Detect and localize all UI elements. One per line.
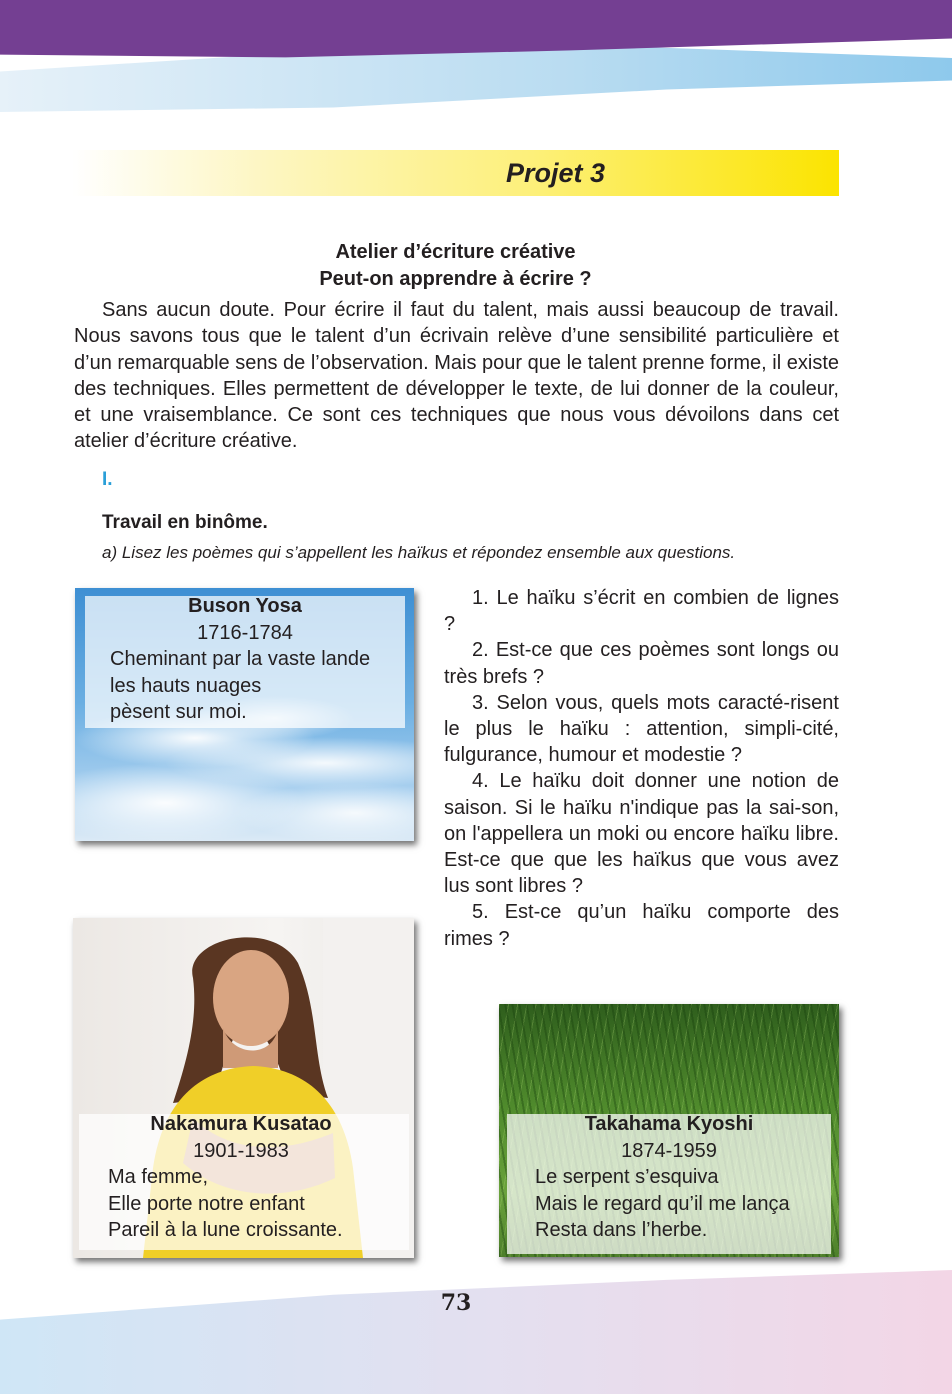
page-number: 73 (440, 1290, 472, 1316)
question-item: 2. Est-ce que ces poèmes sont longs ou très brefs ? (444, 639, 839, 688)
poem-buson (85, 593, 405, 726)
poem-card-sky (75, 588, 414, 841)
poem-line: Resta dans l’herbe. (535, 1219, 708, 1241)
section-title: Travail en binôme. (102, 512, 268, 533)
question-item: 5. Est-ce qu’un haïku comporte des rimes ? (444, 901, 839, 950)
poem-author: Takahama Kyoshi (584, 1113, 754, 1135)
poem-line: pèsent sur moi. (110, 701, 247, 723)
poem-card-grass (499, 1004, 839, 1257)
poem-years: 1874-1959 (621, 1139, 717, 1162)
project-title-bar (72, 150, 839, 196)
intro-paragraph: Sans aucun doute. Pour écrire il faut du talent, mais aussi beaucoup de travail. Nous savons tous que le talent d’un écrivain relève d’une sensibilité particulière et d’un remarquable sens de l’observation. Mais pour que le talent prenne forme, il existe des techniques. Elles permettent de développer le texte, de lui donner de la couleur, et une vraisemblance. Ce sont ces techniques que nous vous dévoilons dans cet atelier d’écriture créative. (74, 299, 839, 453)
poem-nakamura (81, 1111, 401, 1244)
poem-line: Pareil à la lune croissante. (108, 1219, 343, 1241)
poem-takahama (507, 1111, 831, 1244)
poem-line: Mais le regard qu’il me lança (535, 1192, 790, 1215)
footer-wave-band (0, 1270, 952, 1394)
poem-line: Ma femme, (108, 1166, 209, 1188)
project-title: Projet 3 (506, 158, 606, 188)
poem-author: Nakamura Kusatao (150, 1113, 332, 1135)
question-list (444, 585, 839, 952)
heading-line-2: Peut-on apprendre à écrire ? (319, 268, 592, 290)
poem-years: 1901-1983 (193, 1139, 289, 1162)
section-numeral: I. (102, 469, 113, 490)
question-item: 1. Le haïku s’écrit en combien de lignes ? (444, 587, 839, 636)
question-item: 4. Le haïku doit donner une notion de saison. Si le haïku n'indique pas la sai-son, on l'appellera un moki ou encore haïku libre. Est-ce que que les haïkus que vous avez lus sont libres ? (444, 770, 839, 898)
poem-line: Elle porte notre enfant (108, 1192, 305, 1215)
poem-years: 1716-1784 (197, 621, 293, 644)
section-instruction: a) Lisez les poèmes qui s’appellent les haïkus et répondez ensemble aux questions. (102, 543, 736, 562)
poem-line: Cheminant par la vaste lande (110, 648, 371, 670)
poem-line: les hauts nuages (110, 674, 262, 697)
poem-card-woman (73, 918, 414, 1258)
poem-author: Buson Yosa (188, 595, 302, 617)
poem-line: Le serpent s’esquiva (535, 1166, 719, 1188)
question-item: 3. Selon vous, quels mots caracté-risent le plus le haïku : attention, simpli-cité, fulgurance, humour et modestie ? (444, 691, 839, 767)
heading-line-1: Atelier d’écriture créative (335, 241, 576, 263)
